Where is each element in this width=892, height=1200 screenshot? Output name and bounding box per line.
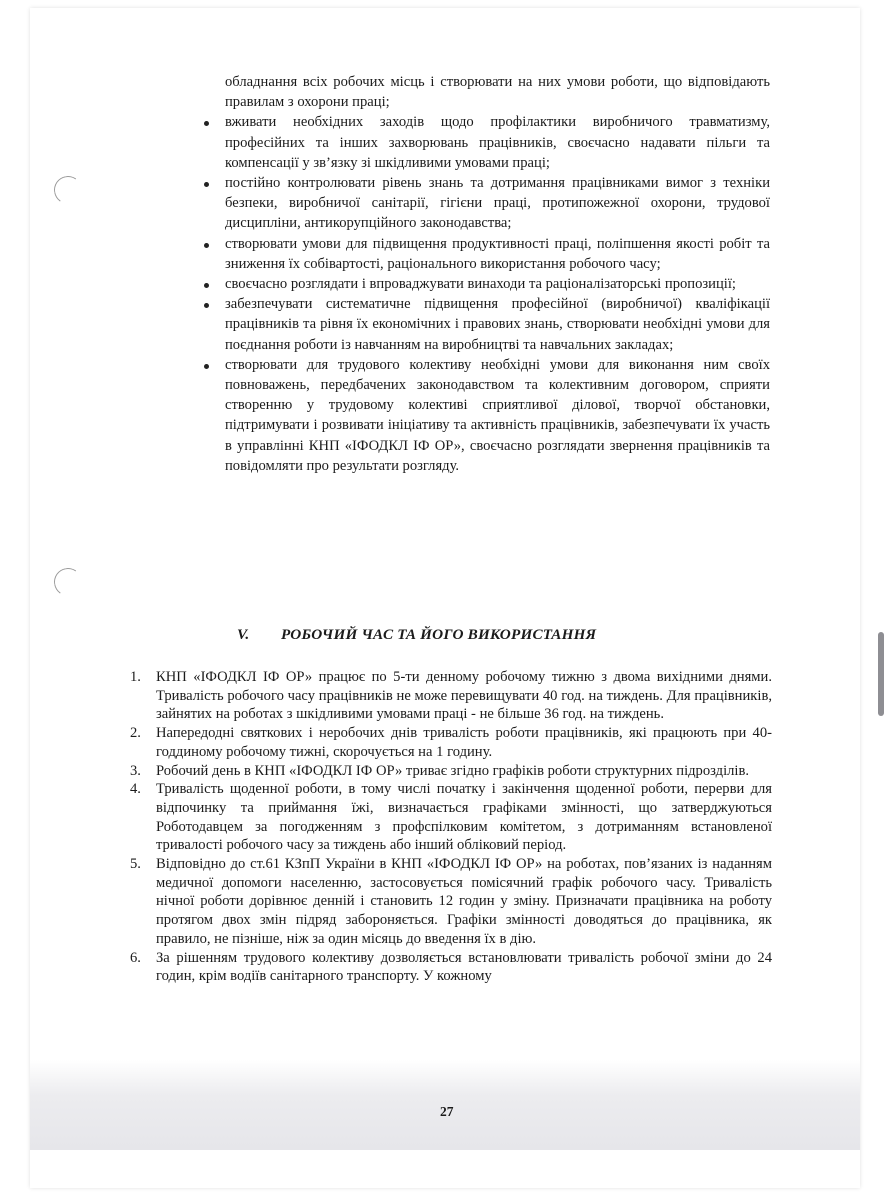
bullet-icon — [204, 182, 209, 187]
list-item: 6. За рішенням трудового колективу дозволяється встановлювати тривалість робочої зміни до 24 годин, крім водіїв санітарного транспорту. У кожному — [130, 949, 772, 985]
list-item: 5. Відповідно до ст.61 КЗпП України в КНП «ІФОДКЛ ІФ ОР» на роботах, пов’язаних із наданням медичної допомоги населенню, застосовується помісячний графік робочого часу. Тривалість нічної роботи дорівнює денній і становить 12 годин у зміну. Призначати працівника на роботу протягом двох змін підряд забороняється. Графіки змінності доводяться до працівника, як правило, не пізніше, ніж за один місяць до введення їх в дію. — [130, 856, 772, 947]
item-number: 2. — [130, 725, 141, 742]
duties-bullet-list — [204, 72, 770, 476]
section-heading — [237, 626, 737, 644]
list-item: постійно контролювати рівень знань та дотримання працівниками вимог з техніки безпеки, виробничої санітарії, гігієни праці, протипожежної охорони, трудової дисципліни, антикорупційного законодавства; — [204, 173, 770, 234]
list-item: забезпечувати систематичне підвищення професійної (виробничої) кваліфікації працівників та рівня їх економічних і правових знань, створювати необхідні умови для поєднання роботи із навчанням на виробництві та навчальних закладах; — [204, 294, 770, 355]
bullet-icon — [204, 243, 209, 248]
bullet-icon — [204, 121, 209, 126]
list-item: 1. КНП «ІФОДКЛ ІФ ОР» працює по 5-ти денному робочому тижню з двома вихідними днями. Тривалість робочого часу працівників не може перевищувати 40 год. на тиждень. Для працівників, зайнятих на роботах з шкідливими умовами праці - не більше 36 год. на тиждень. — [130, 669, 772, 723]
bullet-icon — [204, 283, 209, 288]
item-number: 5. — [130, 856, 141, 873]
bullet-icon — [204, 364, 209, 369]
list-item: створювати умови для підвищення продуктивності праці, поліпшення якості робіт та зниження їх собівартості, раціонального використання робочого часу; — [204, 234, 770, 274]
item-number: 4. — [130, 781, 141, 798]
item-number: 3. — [130, 762, 141, 779]
page-number: 27 — [440, 1104, 454, 1119]
section-number: V. — [237, 626, 250, 643]
section-title: РОБОЧИЙ ЧАС ТА ЙОГО ВИКОРИСТАННЯ — [281, 626, 597, 643]
list-item: 3. Робочий день в КНП «ІФОДКЛ ІФ ОР» триває згідно графіків роботи структурних підрозділів. — [130, 762, 749, 779]
list-item: 2. Напередодні святкових і неробочих днів тривалість роботи працівників, які працюють при 40- годдиному робочому тижні, скорочується на 1 годину. — [130, 725, 772, 760]
list-item: вживати необхідних заходів щодо профілактики виробничого травматизму, професійних та інших захворювань працівників, своєчасно надавати пільги та компенсації у зв’язку зі шкідливими умовами праці; — [204, 112, 770, 173]
list-item: 4. Тривалість щоденної роботи, в тому числі початку і закінчення щоденної роботи, перерви для відпочинку та приймання їжі, визначається графіками змінності, що затверджуються Роботодавцем за погодженням з профспілковим комітетом, з дотриманням встановленої тривалості робочого часу за тиждень або інший обліковий період. — [130, 781, 772, 854]
list-item: своєчасно розглядати і впроваджувати винаходи та раціоналізаторські пропозиції; — [204, 274, 770, 294]
bullet-icon — [204, 303, 209, 308]
list-item: створювати для трудового колективу необхідні умови для виконання ним своїх повноважень, передбачених законодавством та колективним договором, сприяти створенню у трудовому колективі сприятливої ділової, творчої обстановки, підтримувати і розвивати ініціативу та активність працівників, забезпечувати їх участь в управлінні КНП «ІФОДКЛ ІФ ОР», своєчасно розглядати звернення працівників та повідомляти про результати розгляду. — [204, 355, 770, 476]
list-item: обладнання всіх робочих місць і створювати на них умови роботи, що відповідають правилам з охорони праці; — [225, 74, 770, 111]
item-number: 1. — [130, 669, 141, 685]
working-time-list — [130, 668, 772, 986]
scrollbar-thumb[interactable] — [878, 632, 884, 716]
item-number: 6. — [130, 949, 141, 966]
